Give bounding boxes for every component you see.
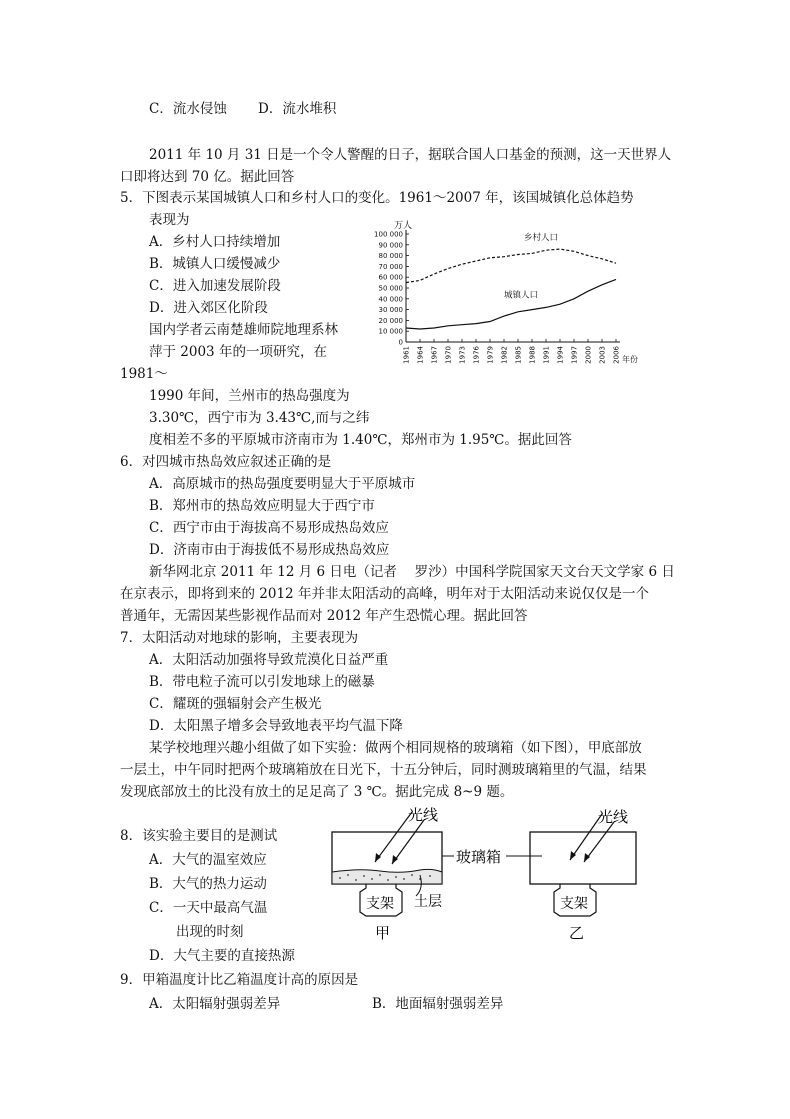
chart-x-tick-label: 1973: [458, 346, 467, 364]
chart-x-tick-label: 1982: [500, 346, 509, 364]
q6-option-a: A．高原城市的热岛强度要明显大于平原城市: [149, 476, 416, 492]
q9-option-a: A．太阳辐射强弱差异: [149, 996, 281, 1012]
q6-option-b: B．郑州市的热岛效应明显大于西宁市: [149, 498, 375, 514]
chart-series-line-1: [406, 249, 616, 283]
label-yi: 乙: [569, 924, 585, 942]
q8-option-c-line2: 出现的时刻: [176, 924, 244, 940]
intro8-line1: 某学校地理兴趣小组做了如下实验：做两个相同规格的玻璃箱（如下图），甲底部放: [149, 740, 642, 756]
q6-option-c: C．西宁市由于海拔高不易形成热岛效应: [149, 520, 389, 536]
light-label-jia: 光线: [408, 806, 439, 824]
q8-option-a: A．大气的温室效应: [149, 852, 267, 868]
intro6-line1: 国内学者云南楚雄师院地理系林: [149, 322, 338, 338]
chart-y-tick-label: 100 000: [374, 230, 403, 239]
q6-stem: 6．对四城市热岛效应叙述正确的是: [120, 454, 332, 470]
q8-stem: 8．该实验主要目的是测试: [120, 828, 278, 844]
intro6-line6: 度相差不多的平原城市济南市为 1.40℃，郑州市为 1.95℃。据此回答: [149, 432, 572, 448]
q8-option-c-line1: C．一天中最高气温: [149, 900, 268, 916]
chart-series-line-2: [406, 279, 616, 329]
glass-box-experiment-diagram: [320, 800, 650, 950]
chart-x-tick-label: 1985: [514, 346, 523, 364]
chart-y-tick-label: 0: [398, 338, 403, 347]
q6-option-d: D．济南市由于海拔低不易形成热岛效应: [149, 542, 390, 558]
chart-x-tick-label: 1991: [542, 346, 551, 364]
chart-x-tick-label: 1979: [486, 346, 495, 364]
chart-x-tick-label: 1994: [556, 346, 565, 364]
q5-option-a: A．乡村人口持续增加: [149, 234, 281, 250]
intro6-line3: 1981～: [120, 366, 168, 382]
intro7-line1: 新华网北京 2011 年 12 月 6 日电（记者 罗沙）中国科学院国家天文台天文学家 6 日: [149, 564, 675, 580]
q5-stem-line1: 5．下图表示某国城镇人口和乡村人口的变化。1961～2007 年，该国城镇化总体趋势: [120, 190, 634, 206]
stand-label-jia: 支架: [366, 896, 394, 912]
q5-option-d: D．进入郊区化阶段: [149, 300, 268, 316]
chart-series-label-1: 乡村人口: [524, 233, 559, 244]
q4-option-d: D．流水堆积: [258, 101, 337, 117]
chart-x-tick-label: 1997: [570, 346, 579, 364]
intro8-line3: 发现底部放土的比没有放土的足足高了 3 ℃。据此完成 8~9 题。: [120, 784, 514, 800]
q7-option-c: C．耀斑的强辐射会产生极光: [149, 696, 322, 712]
intro6-line5: 3.30℃，西宁市为 3.43℃,而与之纬: [149, 410, 370, 426]
q7-option-b: B．带电粒子流可以引发地球上的磁暴: [149, 674, 375, 690]
intro8-line2: 一层土，中午同时把两个玻璃箱放在日光下，十五分钟后，同时测玻璃箱里的气温，结果: [120, 762, 647, 778]
stand-label-yi: 支架: [560, 896, 588, 912]
q7-option-d: D．太阳黑子增多会导致地表平均气温下降: [149, 718, 403, 734]
chart-x-tick-label: 1988: [528, 346, 537, 364]
chart-x-unit: 年份: [622, 355, 638, 364]
chart-series-label-2: 城镇人口: [504, 290, 539, 301]
chart-y-tick-label: 90 000: [378, 241, 403, 250]
intro6-line2: 萍于 2003 年的一项研究，在: [149, 344, 327, 360]
intro5-line1: 2011 年 10 月 31 日是一个令人警醒的日子，据联合国人口基金的预测，这一天世界人: [149, 147, 672, 163]
soil-label: 土层: [414, 894, 442, 910]
chart-x-tick-label: 1976: [472, 346, 481, 364]
chart-x-tick-label: 1961: [402, 346, 411, 364]
q7-stem: 7．太阳活动对地球的影响，主要表现为: [120, 630, 359, 646]
light-label-yi: 光线: [598, 808, 629, 826]
intro5-line2: 口即将达到 70 亿。据此回答: [120, 169, 295, 185]
q5-stem-line2: 表现为: [149, 212, 190, 228]
chart-y-tick-label: 60 000: [378, 273, 403, 282]
q4-option-c: C．流水侵蚀: [149, 101, 227, 117]
chart-x-tick-label: 2000: [584, 346, 593, 364]
q5-option-c: C．进入加速发展阶段: [149, 278, 281, 294]
q9-stem: 9．甲箱温度计比乙箱温度计高的原因是: [120, 972, 359, 988]
chart-y-tick-label: 70 000: [378, 262, 403, 271]
population-chart: [360, 218, 638, 380]
chart-x-tick-label: 1964: [416, 346, 425, 364]
chart-y-tick-label: 80 000: [378, 252, 403, 261]
intro6-line4: 1990 年间，兰州市的热岛强度为: [149, 388, 350, 404]
chart-x-tick-label: 2006: [612, 346, 621, 364]
chart-x-tick-label: 1970: [444, 346, 453, 364]
label-jia: 甲: [375, 924, 391, 942]
glass-box-label: 玻璃箱: [456, 848, 502, 866]
intro7-line2: 在京表示，即将到来的 2012 年并非太阳活动的高峰，明年对于太阳活动来说仅仅是一个: [120, 586, 649, 602]
chart-y-tick-label: 20 000: [378, 316, 403, 325]
chart-x-tick-label: 2003: [598, 346, 607, 364]
q8-option-b: B．大气的热力运动: [149, 876, 267, 892]
intro7-line3: 普通年，无需因某些影视作品而对 2012 年产生恐慌心理。据此回答: [120, 608, 528, 624]
chart-y-tick-label: 10 000: [378, 327, 403, 336]
q7-option-a: A．太阳活动加强将导致荒漠化日益严重: [149, 652, 389, 668]
soil-layer: [332, 869, 442, 884]
q8-option-d: D．大气主要的直接热源: [149, 948, 295, 964]
chart-y-tick-label: 40 000: [378, 295, 403, 304]
glass-box-yi: [530, 832, 636, 884]
chart-y-tick-label: 30 000: [378, 306, 403, 315]
chart-y-unit: 万人: [394, 221, 413, 231]
chart-x-tick-label: 1967: [430, 346, 439, 364]
q9-option-b: B．地面辐射强弱差异: [372, 996, 504, 1012]
q5-option-b: B．城镇人口缓慢减少: [149, 256, 281, 272]
chart-y-tick-label: 50 000: [378, 284, 403, 293]
